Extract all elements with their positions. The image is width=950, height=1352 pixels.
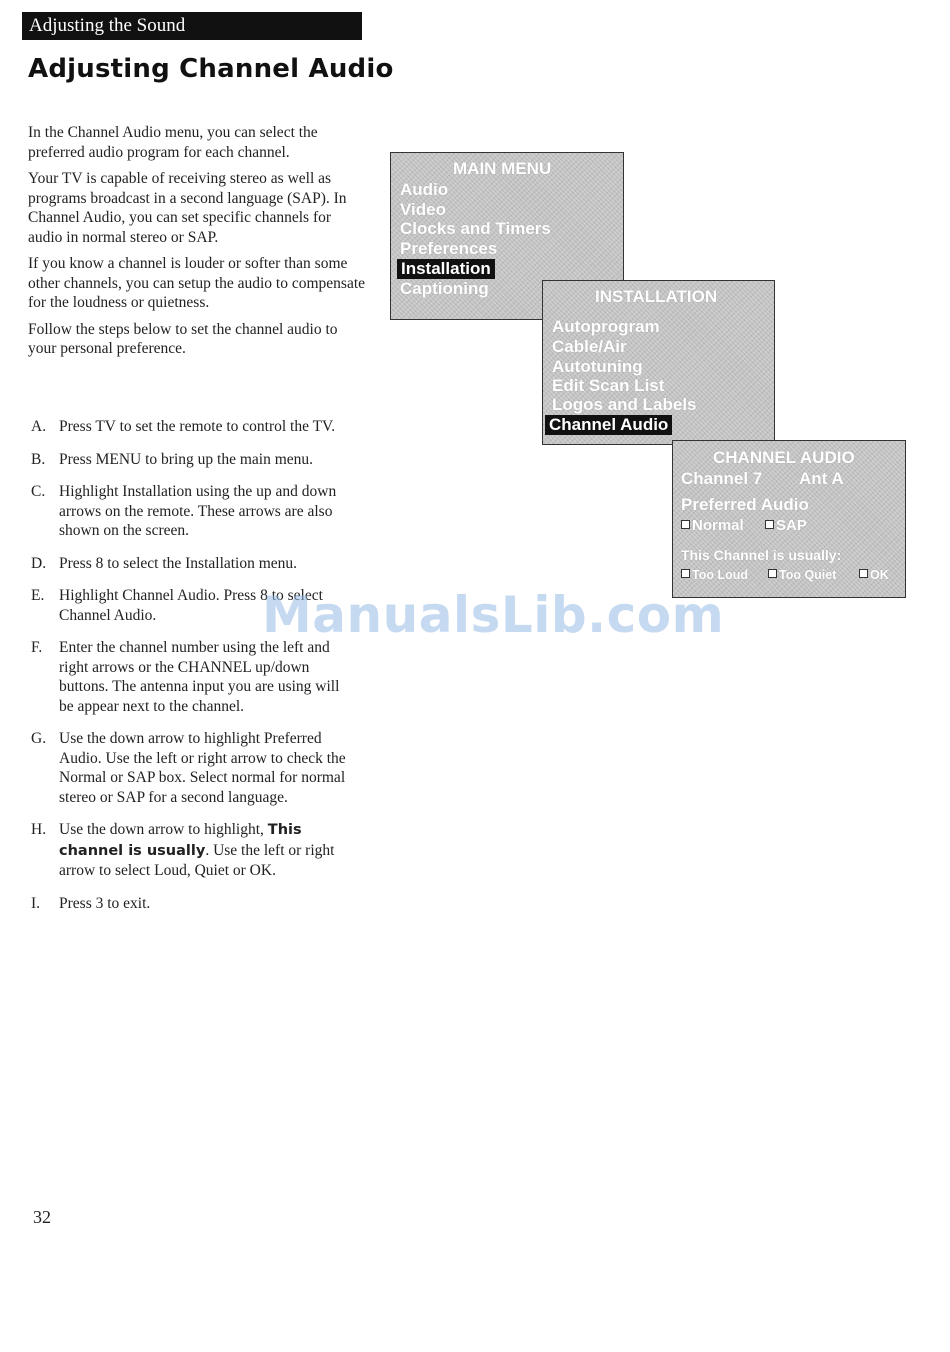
step-letter: F. bbox=[31, 639, 43, 656]
step-letter: I. bbox=[31, 894, 41, 912]
section-header-bar bbox=[22, 12, 362, 40]
step-item bbox=[31, 638, 356, 716]
menu-item-logos-and-labels[interactable]: Logos and Labels bbox=[552, 395, 697, 414]
step-item bbox=[31, 729, 356, 807]
menu-item-edit-scan-list[interactable]: Edit Scan List bbox=[552, 376, 665, 395]
step-text: Use the down arrow to highlight, bbox=[59, 821, 268, 838]
step-letter: C. bbox=[31, 483, 46, 500]
preferred-audio-label: Preferred Audio bbox=[681, 495, 809, 514]
checkbox-icon[interactable] bbox=[681, 569, 690, 578]
intro-paragraph: If you know a channel is louder or softer than some other channels, you can setup the audio to compensate for the loudness or quietness. bbox=[28, 255, 366, 311]
menu-item-cable-air[interactable]: Cable/Air bbox=[552, 337, 627, 356]
step-text: Press TV to set the remote to control the TV. bbox=[59, 418, 336, 435]
step-text: Press MENU to bring up the main menu. bbox=[59, 450, 314, 468]
usually-label: This Channel is usually: bbox=[681, 547, 842, 563]
installation-menu-screen bbox=[542, 280, 775, 445]
step-item bbox=[31, 417, 356, 437]
sap-option-label: SAP bbox=[776, 517, 807, 534]
ok-label: OK bbox=[870, 568, 889, 582]
page-title: Adjusting Channel Audio bbox=[28, 54, 394, 84]
menu-item-autotuning[interactable]: Autotuning bbox=[552, 357, 643, 376]
channel-audio-menu-title: CHANNEL AUDIO bbox=[713, 448, 855, 467]
step-list bbox=[31, 417, 356, 926]
channel-audio-menu-screen bbox=[672, 440, 906, 598]
step-letter: D. bbox=[31, 554, 47, 572]
antenna-input: Ant A bbox=[799, 469, 844, 488]
too-quiet-label: Too Quiet bbox=[779, 568, 837, 582]
intro-paragraph: In the Channel Audio menu, you can select the preferred audio program for each channel. bbox=[28, 124, 318, 161]
checkbox-icon[interactable] bbox=[768, 569, 777, 578]
menu-item-clocks-and-timers[interactable]: Clocks and Timers bbox=[400, 219, 551, 238]
step-item bbox=[31, 894, 356, 914]
step-letter: B. bbox=[31, 450, 46, 468]
menu-item-channel-audio[interactable]: Channel Audio bbox=[545, 415, 672, 435]
step-text: Enter the channel number using the left and right arrows or the CHANNEL up/down buttons. The antenna input you are using will be appear next to the channel. bbox=[59, 639, 340, 715]
too-quiet-option[interactable] bbox=[768, 568, 836, 582]
normal-option-label: Normal bbox=[692, 517, 744, 534]
step-letter: H. bbox=[31, 821, 47, 838]
checkbox-icon[interactable] bbox=[859, 569, 868, 578]
intro-paragraph: Your TV is capable of receiving stereo as well as programs broadcast in a second language (SAP). In Channel Audio, you can set specific channels for audio in normal stereo or SAP. bbox=[28, 170, 347, 246]
step-item bbox=[31, 482, 356, 541]
menu-item-video[interactable]: Video bbox=[400, 200, 446, 219]
menu-item-preferences[interactable]: Preferences bbox=[400, 239, 498, 258]
step-text: Press 8 to select the Installation menu. bbox=[59, 554, 298, 572]
channel-number[interactable]: Channel 7 bbox=[681, 469, 763, 488]
intro-text bbox=[28, 123, 368, 366]
step-text: Highlight Channel Audio. Press 8 to select Channel Audio. bbox=[59, 587, 323, 624]
intro-paragraph: Follow the steps below to set the channel audio to your personal preference. bbox=[28, 320, 338, 357]
normal-option[interactable] bbox=[681, 517, 744, 534]
menu-item-autoprogram[interactable]: Autoprogram bbox=[552, 317, 660, 336]
step-text: Press 3 to exit. bbox=[59, 894, 151, 912]
menu-item-captioning[interactable]: Captioning bbox=[400, 279, 489, 298]
page-number: 32 bbox=[33, 1207, 51, 1227]
step-letter: E. bbox=[31, 587, 45, 604]
step-item bbox=[31, 554, 356, 574]
step-item bbox=[31, 450, 356, 470]
too-loud-label: Too Loud bbox=[692, 568, 748, 582]
menu-item-installation[interactable]: Installation bbox=[397, 259, 495, 279]
step-text: . Use the left or right arrow to select Loud, Quiet or OK. bbox=[59, 841, 335, 879]
step-bold-text: This channel is usually bbox=[59, 822, 302, 859]
step-item bbox=[31, 820, 356, 881]
too-loud-option[interactable] bbox=[681, 568, 748, 582]
menu-item-audio[interactable]: Audio bbox=[400, 180, 449, 199]
step-text: Use the down arrow to highlight Preferred Audio. Use the left or right arrow to check the Normal or SAP box. Select normal for normal stereo or SAP for a second language. bbox=[59, 730, 346, 806]
watermark: ManualsLib.com bbox=[262, 586, 725, 644]
checkbox-icon[interactable] bbox=[681, 520, 690, 529]
ok-option[interactable] bbox=[859, 568, 889, 582]
sap-option[interactable] bbox=[765, 517, 807, 534]
main-menu-title: MAIN MENU bbox=[453, 159, 552, 178]
step-text: Highlight Installation using the up and down arrows on the remote. These arrows are also shown on the screen. bbox=[59, 483, 337, 539]
section-header-text: Adjusting the Sound bbox=[29, 15, 186, 36]
checkbox-icon[interactable] bbox=[765, 520, 774, 529]
step-letter: G. bbox=[31, 730, 47, 747]
installation-menu-title: INSTALLATION bbox=[595, 287, 718, 306]
step-letter: A. bbox=[31, 418, 47, 435]
